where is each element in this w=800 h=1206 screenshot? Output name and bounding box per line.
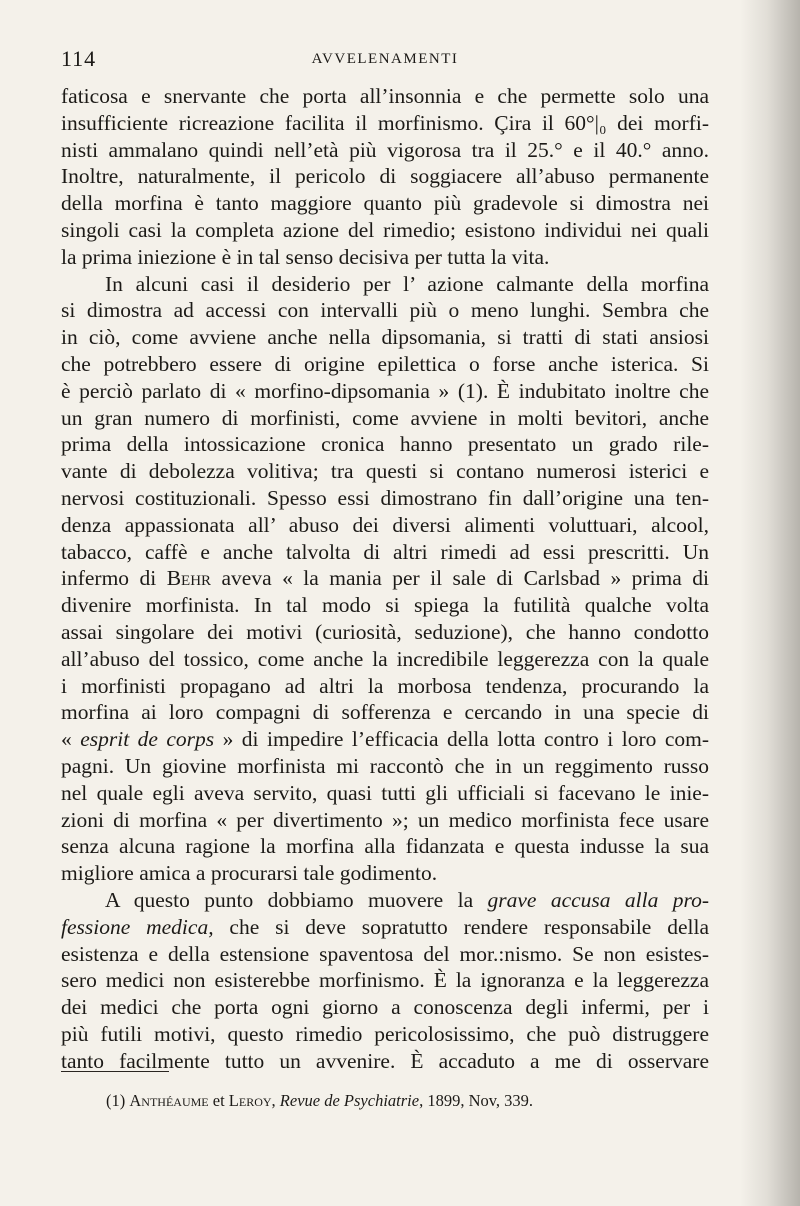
page-number: 114 [61,46,97,71]
text-line: sero medici non esisterebbe morfinismo. È la ignoranza e la leggerezza [61,968,709,993]
text-line: faticosa e snervante che porta all’insonnia e che permette solo una [61,84,709,108]
page-header [61,46,709,76]
text-line: i morfinisti propagano ad altri la morbosa tendenza, procurando la [61,673,709,698]
text-line: fessione medica, che si deve sopratutto rendere responsabile della [61,914,709,939]
text-line: tabacco, caffè e anche talvolta di altri rimedi ad essi prescritti. Un [61,539,709,564]
text-line: è perciò parlato di « morfino-dipsomania » (1). È indubitato inoltre che [61,378,709,403]
body-text [61,83,709,1074]
text-line: migliore amica a procurarsi tale godimento. [61,861,438,886]
text-line: che potrebbero essere di origine epilettica o forse anche isterica. Si [61,351,709,376]
text-line: della morfina è tanto maggiore quanto più gradevole si dimostra nei [61,191,709,216]
text-line: denza appassionata all’ abuso dei diversi alimenti voluttuari, alcool, [61,512,709,537]
text-line: morfina ai loro compagni di sofferenza e cercando in una specie di [61,700,709,725]
text-line: in ciò, come avviene anche nella dipsomania, si tratti di stati ansiosi [61,325,709,350]
footnote-divider [61,1071,169,1072]
text-line: più futili motivi, questo rimedio pericolosissimo, che può distruggere [61,1021,709,1046]
text-line: esistenza e della estensione spaventosa del mor.:nismo. Se non esistes- [61,941,709,966]
text-line: all’abuso del tossico, come anche la incredibile leggerezza con la quale [61,646,709,671]
text-line: nisti ammalano quindi nell’età più vigorosa tra il 25.° e il 40.° anno. [61,137,709,162]
text-line: singoli casi la completa azione del rimedio; esistono individui nei quali [61,217,709,242]
text-line: insufficiente ricreazione facilita il morfinismo. Çira il 60°|₀ dei morfi- [61,110,709,135]
running-title: AVVELENAMENTI [311,51,459,67]
footnote: (1) Anthéaume et Leroy, Revue de Psychiatrie, 1899, Nov, 339. [106,1091,534,1110]
text-line: A questo punto dobbiamo muovere la grave accusa alla pro- [105,887,709,912]
text-line: nel quale egli aveva servito, quasi tutti gli ufficiali si facevano le inie- [61,780,709,805]
text-line: divenire morfinista. In tal modo si spiega la futilità qualche volta [61,593,709,618]
text-line: dei medici che porta ogni giorno a conoscenza degli infermi, per i [61,995,709,1020]
text-line: tanto facilmente tutto un avvenire. È accaduto a me di osservare [61,1048,709,1073]
text-line: pagni. Un giovine morfinista mi raccontò che in un reggimento russo [61,753,709,778]
text-line: Inoltre, naturalmente, il pericolo di soggiacere all’abuso permanente [61,164,709,189]
text-line: si dimostra ad accessi con intervalli più o meno lunghi. Sembra che [61,298,709,323]
text-line: assai singolare dei motivi (curiosità, seduzione), che hanno condotto [61,619,709,644]
text-line: senza alcuna ragione la morfina alla fidanzata e questa indusse la sua [61,834,709,859]
text-line: prima della intossicazione cronica hanno presentato un grado rile- [61,432,709,457]
page-edge-shadow [740,0,800,1206]
text-line: la prima iniezione è in tal senso decisiva per tutta la vita. [61,244,550,269]
text-line: un gran numero di morfinisti, come avviene in molti bevitori, anche [61,405,709,430]
text-line: nervosi costituzionali. Spesso essi dimostrano fin dall’origine una ten- [61,485,709,510]
text-line: infermo di Behr aveva « la mania per il sale di Carlsbad » prima di [61,566,709,591]
text-line: In alcuni casi il desiderio per l’ azione calmante della morfina [105,271,709,296]
text-line: zioni di morfina « per divertimento »; un medico morfinista fece usare [61,807,709,832]
text-line: vante di debolezza volitiva; tra questi si contano numerosi isterici e [61,459,709,484]
text-line: « esprit de corps » di impedire l’efficacia della lotta contro i loro com- [61,727,709,752]
